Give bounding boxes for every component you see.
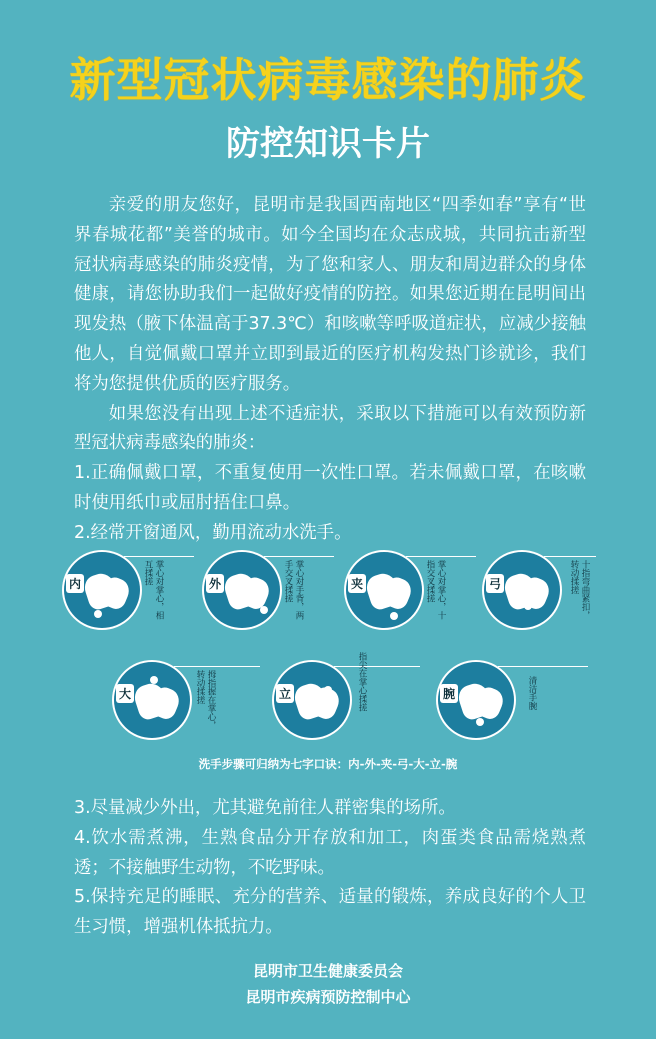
footer-org-2: 昆明市疾病预防控制中心 bbox=[245, 988, 411, 1006]
connector-line bbox=[406, 556, 476, 557]
measure-2: 2.经常开窗通风，勤用流动水洗手。 bbox=[74, 522, 352, 543]
intro-paragraph-1: 亲爱的朋友您好，昆明市是我国西南地区“四季如春”享有“世界春城花都”美誉的城市。如今全国均在众志成城，共同抗击新型冠状病毒感染的肺炎疫情，为了您和家人、朋友和周边群众的身体健康，请您协助我们一起做好疫情的防控。如果您近期在昆明间出现发热（腋下体温高于37.3℃）和咳嗽等呼吸道症状，应减少接触他人，自觉佩戴口罩并立即到最近的医疗机构发热门诊就诊，我们将为您提供优质的医疗服务。 bbox=[74, 195, 586, 394]
step-3-desc: 掌心对掌心，十指交叉揉搓 bbox=[425, 560, 446, 620]
foam-icon bbox=[94, 610, 102, 618]
footer-org-1: 昆明市卫生健康委员会 bbox=[252, 962, 403, 980]
measure-5: 5.保持充足的睡眠、充分的营养、适量的锻炼，养成良好的个人卫生习惯，增强机体抵抗力。 bbox=[74, 887, 586, 938]
measure-1: 1.正确佩戴口罩，不重复使用一次性口罩。若未佩戴口罩，在咳嗽时使用纸巾或屈肘捂住口鼻。 bbox=[74, 463, 586, 513]
step-2-desc: 掌心对手背，两手交叉揉搓 bbox=[283, 560, 304, 620]
step-tag: 立 bbox=[276, 684, 294, 703]
step-4-desc: 十指弯曲紧扣，转动揉搓 bbox=[569, 560, 590, 620]
foam-icon bbox=[476, 718, 484, 726]
connector-line bbox=[334, 666, 420, 667]
step-tag: 腕 bbox=[440, 684, 458, 703]
step-tag: 外 bbox=[206, 574, 224, 593]
foam-icon bbox=[324, 686, 332, 694]
foam-icon bbox=[260, 606, 268, 614]
handwash-step-1 bbox=[62, 550, 142, 630]
measure-4: 4.饮水需煮沸，生熟食品分开存放和加工，肉蛋类食品需烧熟煮透；不接触野生动物，不吃野味。 bbox=[74, 827, 586, 878]
foam-icon bbox=[524, 602, 532, 610]
page-title: 新型冠状病毒感染的肺炎 bbox=[69, 53, 587, 107]
intro-paragraph-2: 如果您没有出现上述不适症状，采取以下措施可以有效预防新型冠状病毒感染的肺炎： bbox=[74, 403, 586, 454]
step-7-desc: 清洁手腕 bbox=[527, 676, 537, 710]
handwash-caption: 洗手步骤可归纳为七字口诀：内-外-夹-弓-大-立-腕 bbox=[198, 757, 458, 771]
step-6-desc: 指尖在掌心揉搓 bbox=[357, 652, 367, 712]
measures-section bbox=[74, 794, 586, 943]
step-1-desc: 掌心对掌心，相互揉搓 bbox=[143, 560, 164, 620]
foam-icon bbox=[390, 612, 398, 620]
connector-line bbox=[264, 556, 334, 557]
intro-section bbox=[74, 191, 586, 549]
handwash-step-2 bbox=[202, 550, 282, 630]
step-tag: 内 bbox=[66, 574, 84, 593]
handwash-step-4 bbox=[482, 550, 562, 630]
measure-3: 3.尽量减少外出，尤其避免前往人群密集的场所。 bbox=[74, 798, 456, 818]
step-tag: 夹 bbox=[348, 574, 366, 593]
page-subtitle: 防控知识卡片 bbox=[226, 124, 430, 164]
connector-line bbox=[498, 666, 588, 667]
connector-line bbox=[124, 556, 194, 557]
handwash-step-6 bbox=[272, 660, 352, 740]
handwash-step-3 bbox=[344, 550, 424, 630]
handwash-step-5 bbox=[112, 660, 192, 740]
connector-line bbox=[174, 666, 260, 667]
foam-icon bbox=[150, 676, 158, 684]
handwash-step-7 bbox=[436, 660, 516, 740]
connector-line bbox=[544, 556, 596, 557]
step-tag: 大 bbox=[116, 684, 134, 703]
step-tag: 弓 bbox=[486, 574, 504, 593]
step-5-desc: 拇指握在掌心，转动揉搓 bbox=[195, 670, 216, 730]
